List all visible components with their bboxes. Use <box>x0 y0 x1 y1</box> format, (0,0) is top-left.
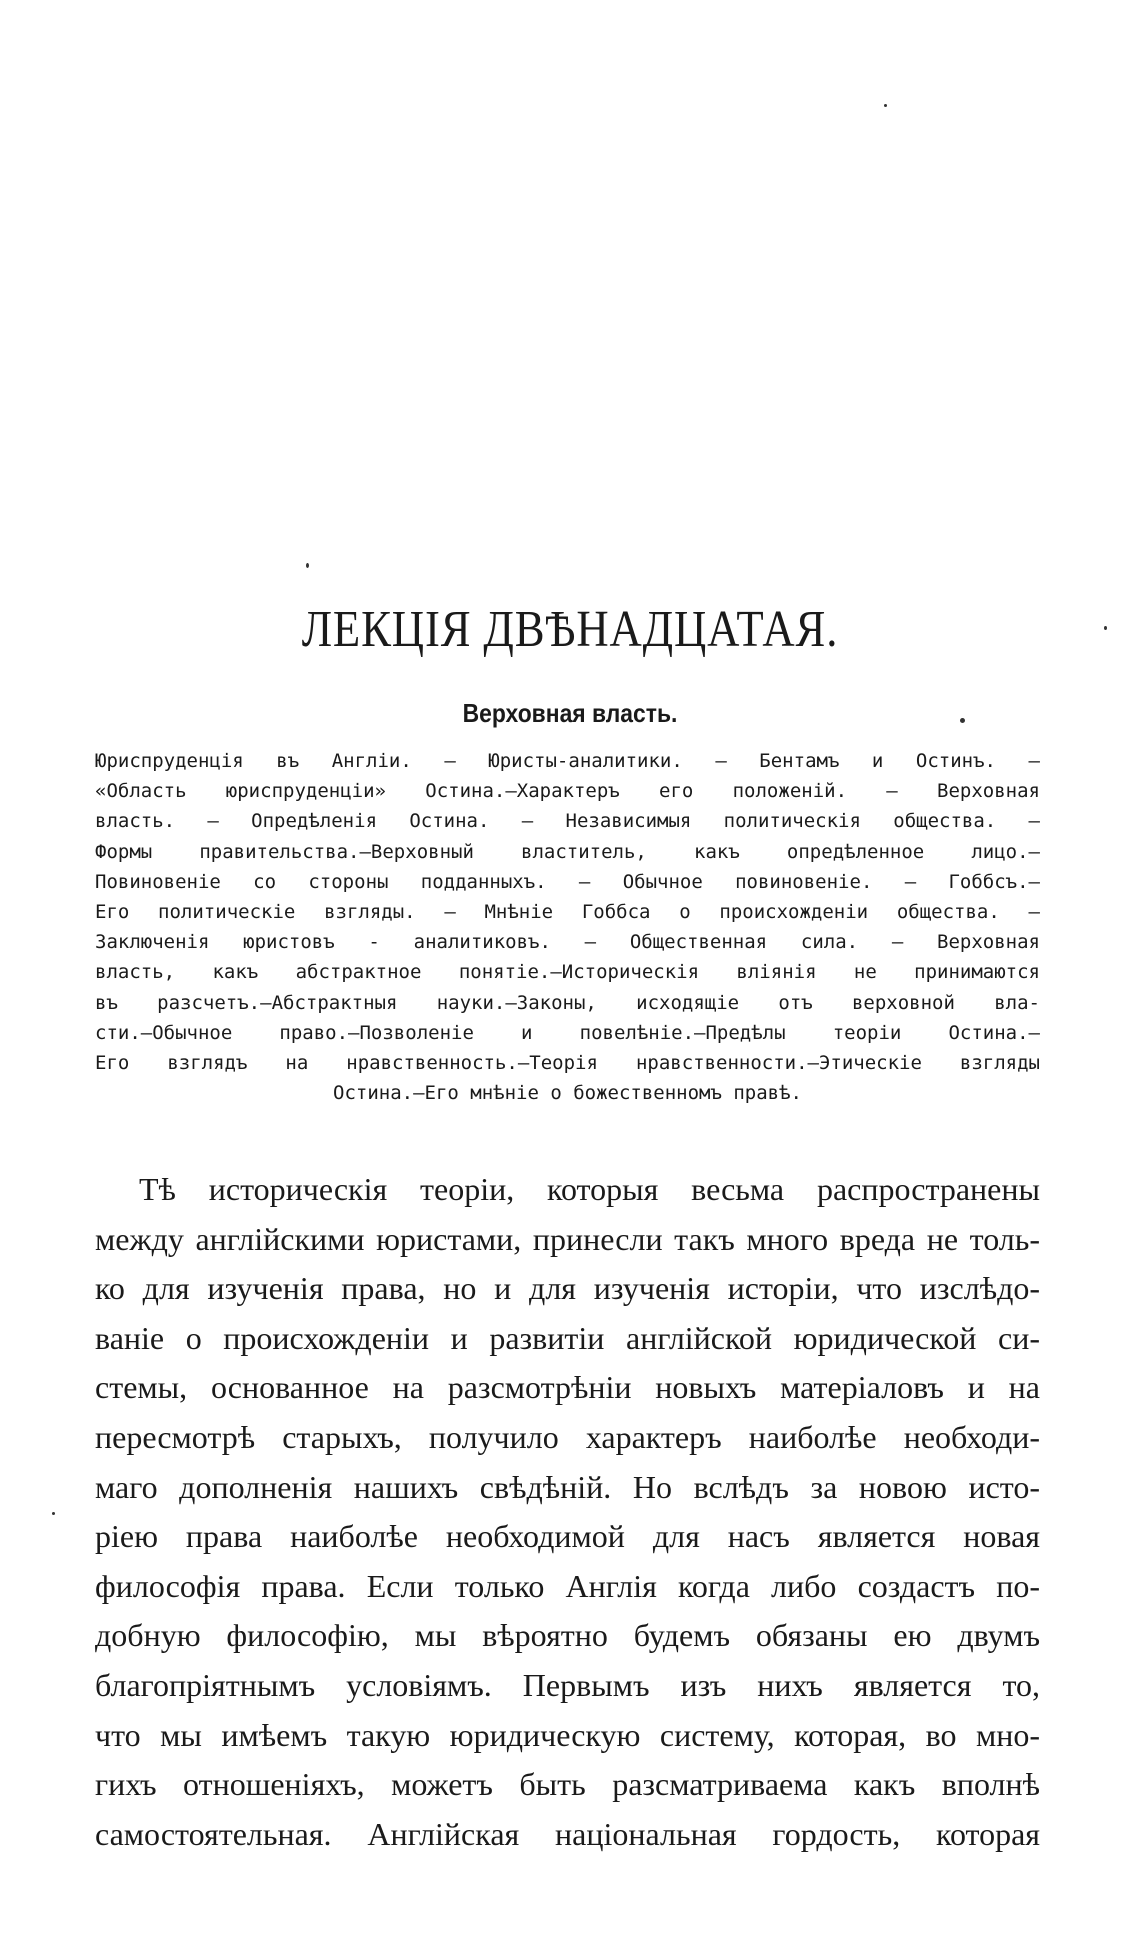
body-line: пересмотрѣ старыхъ, получило характеръ наиболѣе необходи- <box>95 1418 1040 1455</box>
body-line: добную философію, мы вѣроятно будемъ обязаны ею двумъ <box>95 1617 1040 1654</box>
body-line: ко для изученія права, но и для изученія исторіи, что изслѣдо- <box>95 1270 1040 1307</box>
body-paragraph <box>95 1165 1040 1859</box>
body-line: Тѣ историческія теоріи, которыя весьма распространены <box>139 1171 1040 1207</box>
body-line: ріею права наиболѣе необходимой для насъ является новая <box>95 1518 1040 1555</box>
summary-line: въ разсчетъ.—Абстрактныя науки.—Законы, исходящіе отъ верховной вла- <box>95 991 1040 1014</box>
summary-line: Его политическіе взгляды. — Мнѣніе Гоббса о происхожденіи общества. — <box>95 900 1040 923</box>
body-line: между англійскими юристами, принесли такъ много вреда не толь- <box>95 1220 1040 1257</box>
summary-line: Повиновеніе со стороны подданныхъ. — Обычное повиновеніе. — Гоббсъ.— <box>95 870 1040 893</box>
summary-line: Остина.—Его мнѣніе о божественномъ правѣ. <box>333 1082 802 1105</box>
body-line: ваніе о происхожденіи и развитіи англійской юридической си- <box>95 1319 1040 1356</box>
summary-line: сти.—Обычное право.—Позволеніе и повелѣніе.—Предѣлы теоріи Остина.— <box>95 1021 1040 1044</box>
print-speck <box>884 104 887 107</box>
body-line: что мы имѣемъ такую юридическую систему, которая, во мно- <box>95 1716 1040 1753</box>
summary-line: Юриспруденція въ Англіи. — Юристы-аналитики. — Бентамъ и Остинъ. — <box>95 750 1040 772</box>
body-line: самостоятельная. Англійская національная гордость, которая <box>95 1815 1040 1852</box>
summary-line: Заключенія юристовъ - аналитиковъ. — Общественная сила. — Верховная <box>95 931 1040 954</box>
print-speck <box>52 1512 55 1515</box>
summary-line: Формы правительства.—Верховный властитель, какъ опредѣленное лицо.— <box>95 840 1040 863</box>
print-speck <box>306 563 309 568</box>
body-line: философія права. Если только Англія когда либо создастъ по- <box>95 1567 1040 1604</box>
summary-line: власть, какъ абстрактное понятіе.—Историческія вліянія не принимаются <box>95 961 1040 984</box>
summary-line: Его взглядъ на нравственность.—Теорія нравственности.—Этическіе взгляды <box>95 1051 1040 1074</box>
print-speck <box>1104 626 1107 630</box>
body-line: стемы, основанное на разсмотрѣніи новыхъ матеріаловъ и на <box>95 1369 1040 1406</box>
body-line: маго дополненія нашихъ свѣдѣній. Но вслѣдъ за новою исто- <box>95 1468 1040 1505</box>
body-line: благопріятнымъ условіямъ. Первымъ изъ нихъ является то, <box>95 1666 1040 1703</box>
lecture-subtitle: Верховная власть. <box>462 698 678 728</box>
summary-line: власть. — Опредѣленія Остина. — Независимыя политическія общества. — <box>95 810 1040 833</box>
body-line: гихъ отношеніяхъ, можетъ быть разсматриваема какъ вполнѣ <box>95 1766 1040 1803</box>
lecture-title: ЛЕКЦІЯ ДВѢНАДЦАТАЯ. <box>301 601 839 658</box>
summary-line: «Область юриспруденціи» Остина.—Характеръ его положеній. — Верховная <box>95 780 1040 803</box>
chapter-summary <box>95 746 1040 1108</box>
